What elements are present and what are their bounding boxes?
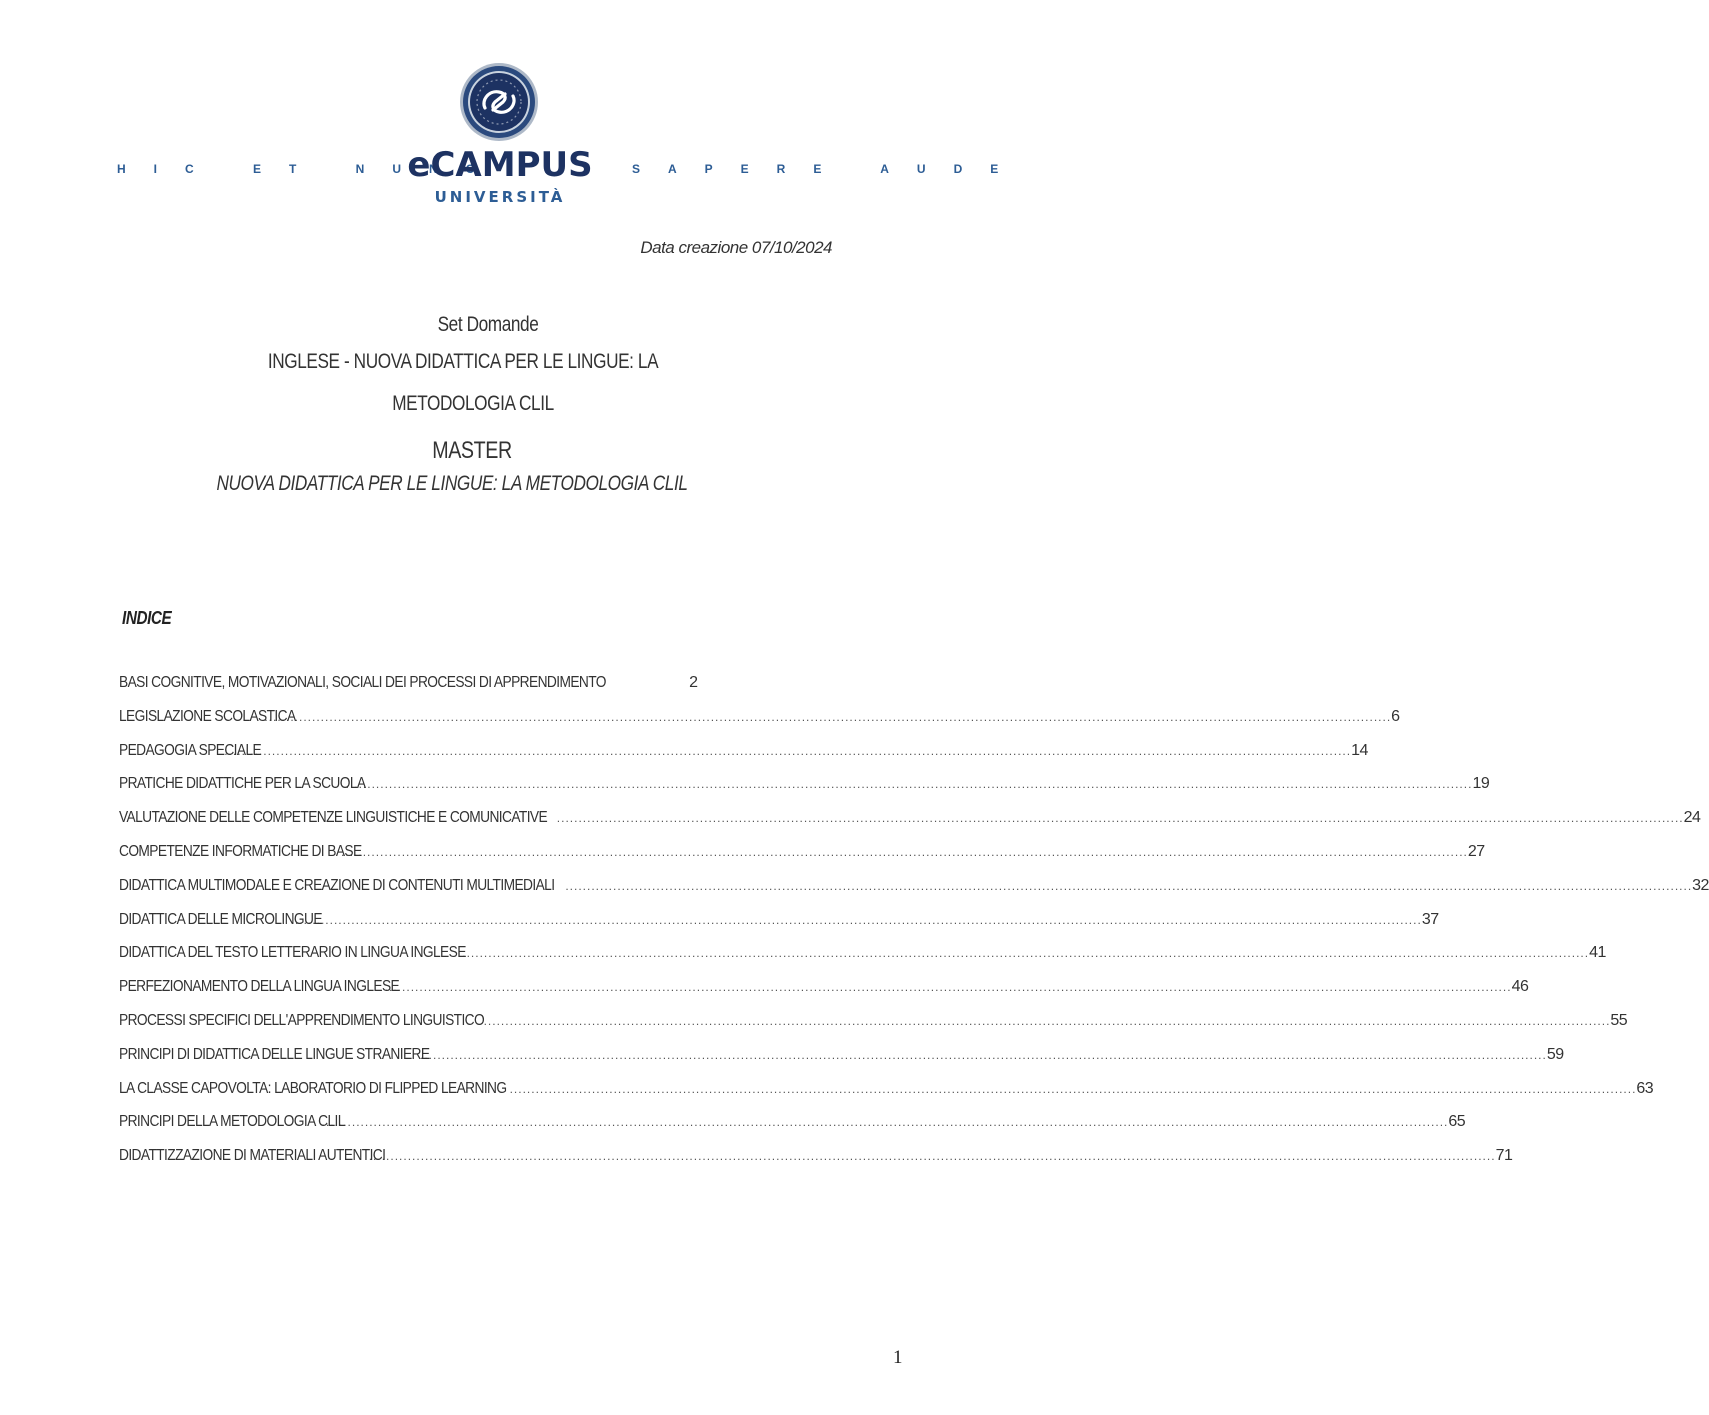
toc-entry-title: DIDATTICA DELLE MICROLINGUE	[119, 910, 322, 928]
toc-entry-page: 37	[1421, 910, 1439, 928]
toc-leader-dots: ....................................................................................................................................................................................................................................................................	[321, 1115, 1449, 1130]
toc-leader-dots: ....................................................................................................................................................................................................................................................................	[345, 777, 1473, 792]
toc-leader-dots: ....................................................................................................................................................................................................................................................................	[224, 743, 1352, 758]
toc-leader-dots: ....................................................................................................................................................................................................................................................................	[294, 912, 1422, 927]
toc-leader-dots: ....................................................................................................................................................................................................................................................................	[264, 709, 1392, 724]
toc-leader-dots: ....................................................................................................................................................................................................................................................................	[341, 844, 1468, 859]
toc-entry-title: DIDATTICA DEL TESTO LETTERARIO IN LINGUA INGLESE	[119, 944, 466, 962]
toc-entry-page: 32	[1692, 876, 1709, 894]
set-title: Set Domande	[437, 313, 539, 336]
master-name: NUOVA DIDATTICA PER LE LINGUE: LA METODOLOGIA CLIL	[216, 472, 688, 495]
universita-wordmark: UNIVERSITÀ	[434, 188, 566, 206]
ecampus-wordmark: eCAMPUS	[407, 145, 593, 185]
toc-entry-page: 24	[1683, 809, 1701, 827]
course-title-line1: INGLESE - NUOVA DIDATTICA PER LE LINGUE: LA	[267, 350, 659, 373]
course-title-line2: METODOLOGIA CLIL	[392, 392, 554, 415]
index-heading: INDICE	[122, 608, 172, 628]
toc-entry-title: PRINCIPI DI DIDATTICA DELLE LINGUE STRANIERE	[119, 1045, 430, 1063]
ecampus-seal-logo	[459, 62, 539, 142]
toc-leader-dots: ....................................................................................................................................................................................................................................................................	[483, 1013, 1611, 1028]
toc-entry[interactable]	[119, 1011, 1628, 1046]
toc-entry[interactable]	[119, 707, 1400, 742]
toc-entry[interactable]	[119, 674, 943, 708]
toc-leader-dots: ....................................................................................................................................................................................................................................................................	[384, 980, 1512, 995]
toc-leader-dots: ....................................................................................................................................................................................................................................................................	[419, 1047, 1547, 1062]
toc-entry-page: 2	[689, 674, 699, 691]
toc-leader-dots: ....................................................................................................................................................................................................................................................................	[509, 1081, 1637, 1096]
toc-leader-dots: ....................................................................................................................................................................................................................................................................	[556, 811, 1684, 826]
table-of-contents	[119, 674, 1709, 1181]
toc-entry-title: PERFEZIONAMENTO DELLA LINGUA INGLESE	[119, 978, 400, 996]
toc-entry[interactable]	[119, 809, 1701, 843]
toc-entry-title: PRATICHE DIDATTICHE PER LA SCUOLA	[119, 775, 366, 793]
toc-entry-title: BASI COGNITIVE, MOTIVAZIONALI, SOCIALI DEI PROCESSI DI APPRENDIMENTO	[119, 674, 606, 691]
toc-entry[interactable]	[119, 1147, 1513, 1181]
toc-entry-title: DIDATTIZZAZIONE DI MATERIALI AUTENTICI	[119, 1147, 386, 1165]
toc-entry-page: 19	[1472, 775, 1490, 793]
master-label: MASTER	[432, 437, 512, 464]
toc-entry[interactable]	[119, 842, 1485, 877]
toc-entry[interactable]	[119, 876, 1709, 911]
toc-entry[interactable]	[119, 1113, 1466, 1147]
motto-left: HIC ET NUNC	[117, 162, 503, 176]
toc-entry-page: 59	[1546, 1045, 1564, 1063]
toc-entry-title: PROCESSI SPECIFICI DELL'APPRENDIMENTO LINGUISTICO	[119, 1011, 485, 1029]
toc-entry[interactable]	[119, 775, 1490, 809]
toc-entry-page: 71	[1495, 1147, 1513, 1165]
toc-entry-title: PEDAGOGIA SPECIALE	[119, 741, 262, 759]
toc-entry-title: PRINCIPI DELLA METODOLOGIA CLIL	[119, 1113, 345, 1131]
motto-right: SAPERE AUDE	[632, 162, 1027, 176]
toc-entry-title: LEGISLAZIONE SCOLASTICA	[119, 707, 296, 725]
toc-entry-page: 6	[1391, 707, 1400, 725]
toc-entry-page: 14	[1351, 741, 1368, 759]
toc-entry[interactable]	[119, 978, 1529, 1012]
toc-entry-page: 46	[1511, 978, 1529, 996]
toc-entry-title: COMPETENZE INFORMATICHE DI BASE	[119, 842, 362, 860]
toc-entry[interactable]	[119, 1079, 1654, 1114]
toc-entry-page: 55	[1610, 1011, 1628, 1029]
toc-entry-page: 65	[1448, 1113, 1466, 1131]
toc-entry-title: VALUTAZIONE DELLE COMPETENZE LINGUISTICHE E COMUNICATIVE	[119, 809, 548, 827]
toc-leader-dots: ....................................................................................................................................................................................................................................................................	[368, 1149, 1496, 1164]
toc-entry-title: LA CLASSE CAPOVOLTA: LABORATORIO DI FLIPPED LEARNING	[119, 1079, 507, 1097]
toc-leader-dots: ....................................................................................................................................................................................................................................................................	[462, 946, 1590, 961]
toc-entry-page: 63	[1636, 1079, 1654, 1097]
toc-entry[interactable]	[119, 910, 1439, 945]
creation-date: Data creazione 07/10/2024	[640, 238, 832, 257]
toc-entry[interactable]	[119, 741, 1368, 776]
toc-entry-page: 41	[1589, 944, 1606, 962]
toc-entry[interactable]	[119, 1045, 1564, 1080]
toc-entry[interactable]	[119, 944, 1606, 978]
toc-leader-dots: ....................................................................................................................................................................................................................................................................	[565, 878, 1693, 893]
toc-entry-page: 27	[1467, 842, 1485, 860]
toc-entry-title: DIDATTICA MULTIMODALE E CREAZIONE DI CONTENUTI MULTIMEDIALI	[119, 876, 555, 894]
page-number: 1	[893, 1347, 903, 1368]
